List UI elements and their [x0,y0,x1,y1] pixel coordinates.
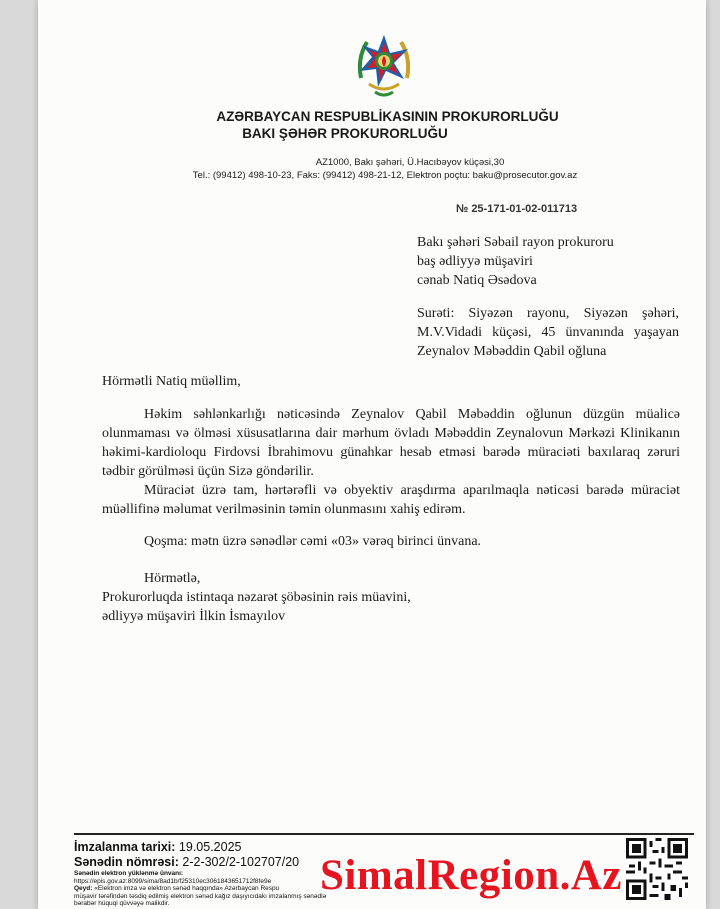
salutation: Hörmətli Natiq müəllim, [102,374,241,389]
addressee-line: Bakı şəhəri Səbail rayon prokuroru [417,235,614,250]
body-paragraph: Müraciət üzrə tam, hərtərəfli və obyektiv araşdırma aparılmaqla nəticəsi barədə müraciət müəllifinə məlumat verilməsinin təmin olunmasını xahiş edirəm. [102,483,680,517]
closing: Hörmətlə, [144,571,201,586]
registration-number: № 25-171-01-02-011713 [456,203,578,215]
org-name-line2: BAKI ŞƏHƏR PROKURORLUĞU [242,126,448,141]
organization-header [0,108,720,142]
attachment-note: Qoşma: mətn üzrə sənədlər cəmi «03» vərəq birinci ünvana. [144,534,482,549]
org-name-line1: AZƏRBAYCAN RESPUBLİKASININ PROKURORLUĞU [216,109,559,124]
note-label: Qeyd: [74,885,93,892]
signer-name: ədliyyə müşaviri İlkin İsmayılov [102,609,286,624]
document-number-label: Sənədin nömrəsi: [74,855,179,869]
signing-date-label: İmzalanma tarixi: [74,840,176,854]
signature-block [102,569,411,626]
state-emblem-icon [355,28,413,102]
signing-date-row [74,840,326,855]
signer-title: Prokurorluqda istintaqa nəzarət şöbəsinin rəis müavini, [102,590,411,605]
copy-line: Surəti: Siyəzən rayonu, Siyəzən şəhəri, [417,306,679,321]
note-text: «Elektron imza və elektron sənəd haqqında» Azərbaycan Respu [94,885,280,892]
site-watermark: SimalRegion.Az [320,852,623,899]
document-number-value: 2-2-302/2-102707/20 [182,855,300,869]
copy-line: M.V.Vidadi küçəsi, 45 ünvanında yaşayan [417,325,679,340]
letter-body [102,405,680,519]
download-url[interactable]: https://epis.gov.az:8099/sima/8ad1b/f25310ec3061843651712f8fe9e [74,877,272,885]
copy-line: Zeynalov Məbəddin Qabil oğluna [417,344,607,359]
addressee-line: baş ədliyyə müşaviri [417,254,533,269]
address-line: AZ1000, Bakı şəhəri, Ü.Hacıbəyov küçəsi,30 [315,157,505,168]
download-url-label: Sənədin elektron yüklənmə ünvanı: [74,870,184,877]
body-paragraph: Həkim səhlənkarlığı nəticəsində Zeynalov Qabil Məbəddin oğlunun düzgün müalicə olunmaması və ölməsi xüsusatlarına dair mərhum övladı Məbəddin Zeynalovun Mərkəzi Klinikanın həkimi-kardioloqu Firdovsi İbrahimovu günahkar hesab etməsi barədə müraciəti baxılaraq zəruri tədbir görülməsi üçün Sizə göndərilir. [102,407,680,479]
electronic-signature-block [74,840,326,908]
contact-line: Tel.: (99412) 498-10-23, Faks: (99412) 498-21-12, Elektron poçtu: baku@prosecutor.gov.az [192,170,578,181]
addressee-block [417,233,614,290]
contact-block [0,156,720,182]
note-text: müşavir tərəfindən təsdiq edilmiş elektron sənəd kağız daşıyıcıdakı imzalanmış sənədlə [74,892,327,900]
addressee-line: cənab Natiq Əsədova [417,273,537,288]
document-number-row [74,855,326,870]
footer-divider [74,833,694,835]
qr-code-icon [626,838,688,900]
signing-date-value: 19.05.2025 [178,840,242,854]
copy-recipient-block [417,304,679,361]
note-text: bərabər hüquqi qüvvəyə malikdir. [74,900,170,907]
